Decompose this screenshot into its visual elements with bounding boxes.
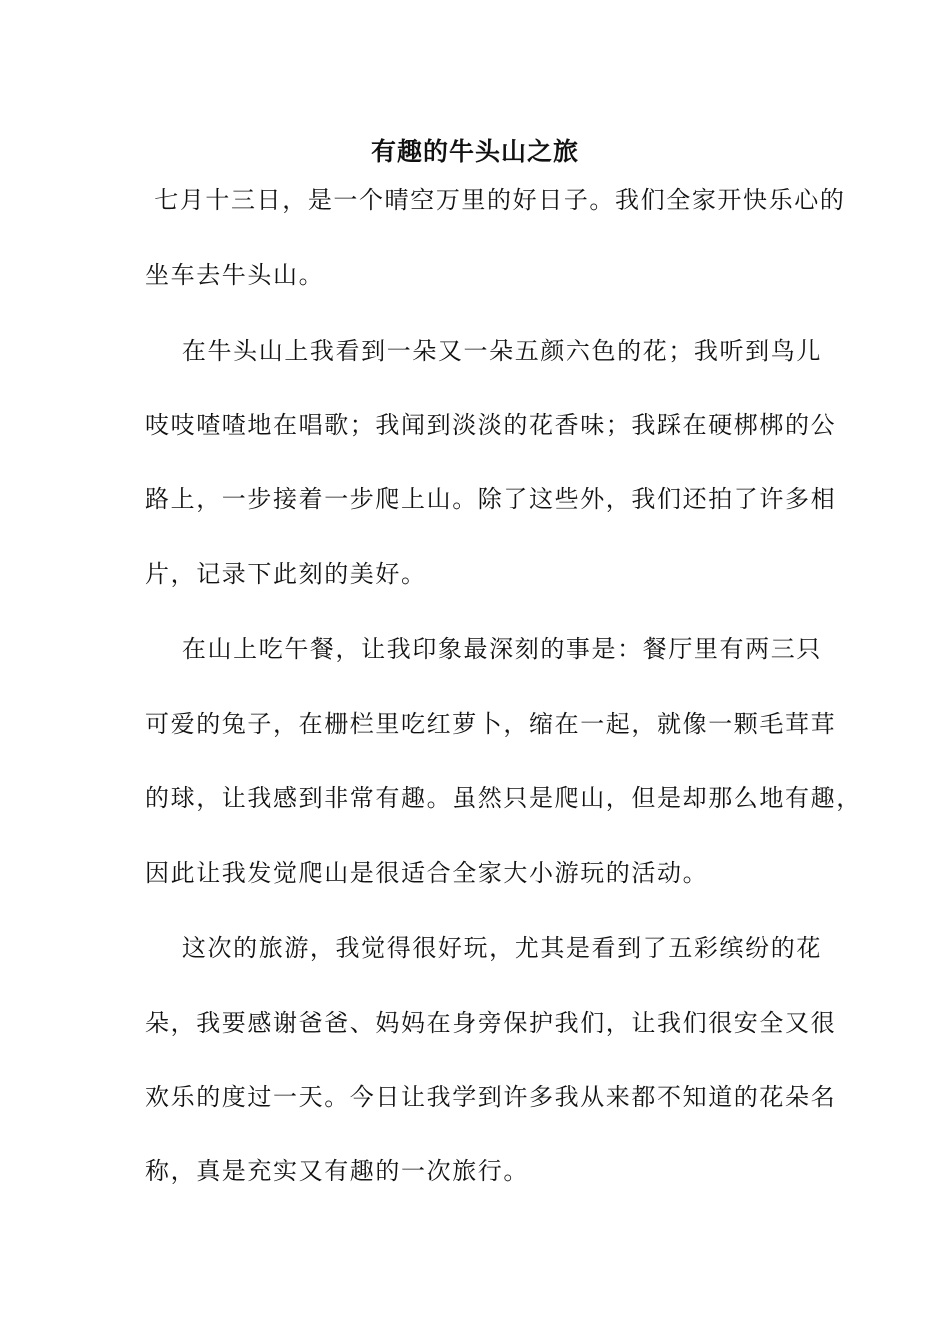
text-line: 片，记录下此刻的美好。 (145, 560, 427, 588)
text-line: 吱吱喳喳地在唱歌；我闻到淡淡的花香味；我踩在硬梆梆的公 (145, 411, 837, 439)
text-line: 在山上吃午餐，让我印象最深刻的事是：餐厅里有两三只 (145, 635, 822, 663)
text-line: 称，真是充实又有趣的一次旅行。 (145, 1157, 529, 1185)
page-title: 有趣的牛头山之旅 (370, 137, 579, 166)
text-line: 的球，让我感到非常有趣。虽然只是爬山，但是却那么地有趣， (145, 784, 862, 812)
text-line: 朵，我要感谢爸爸、妈妈在身旁保护我们，让我们很安全又很 (145, 1009, 837, 1037)
text-line: 欢乐的度过一天。今日让我学到许多我从来都不知道的花朵名 (145, 1083, 837, 1111)
text-line: 因此让我发觉爬山是很适合全家大小游玩的活动。 (145, 859, 709, 887)
text-line: 坐车去牛头山。 (145, 261, 325, 289)
text-line: 可爱的兔子，在栅栏里吃红萝卜，缩在一起，就像一颗毛茸茸 (145, 710, 837, 738)
text-line: 路上，一步接着一步爬上山。除了这些外，我们还拍了许多相 (145, 485, 837, 513)
text-line: 七月十三日，是一个晴空万里的好日子。我们全家开快乐心的 (145, 186, 846, 214)
text-line: 这次的旅游，我觉得很好玩，尤其是看到了五彩缤纷的花 (145, 934, 822, 962)
text-line: 在牛头山上我看到一朵又一朵五颜六色的花；我听到鸟儿 (145, 337, 822, 365)
